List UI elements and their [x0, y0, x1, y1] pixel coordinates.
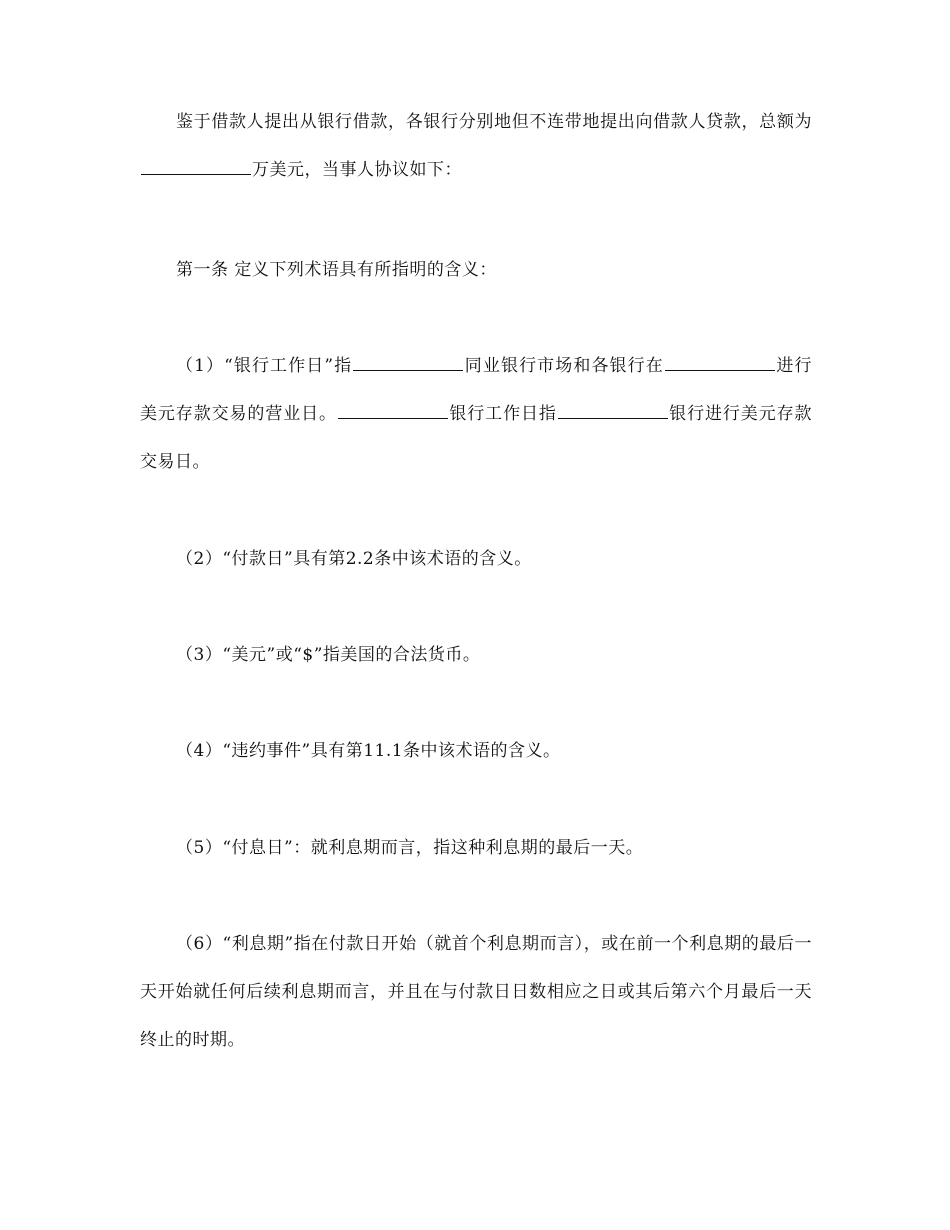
definition-1-paragraph [140, 342, 812, 486]
preamble-paragraph [140, 98, 812, 194]
def1-text-part4: 银行工作日指 [448, 404, 557, 424]
def1-text-part2: 同业银行市场和各银行在 [464, 356, 664, 376]
def1-text-part3: 进行美元存款交易的营业日。 [140, 356, 813, 424]
def1-blank-2 [665, 356, 775, 371]
def1-text-part1: （1）“银行工作日”指 [176, 356, 353, 376]
definition-4-paragraph: （4）“违约事件”具有第11.1条中该术语的含义。 [176, 741, 561, 761]
definition-3-paragraph: （3）“美元”或“$”指美国的合法货币。 [176, 645, 481, 665]
amount-blank [141, 160, 251, 175]
def1-blank-4 [558, 404, 668, 419]
def1-text-part5: 银行进行美元存款交易日。 [140, 404, 813, 472]
definition-5-paragraph: （5）“付息日”：就利息期而言，指这种利息期的最后一天。 [176, 838, 644, 858]
preamble-text-part1: 鉴于借款人提出从银行借款，各银行分别地但不连带地提出向借款人贷款，总额为 [176, 112, 812, 132]
definition-2-paragraph: （2）“付款日”具有第2.2条中该术语的含义。 [176, 549, 532, 569]
def1-blank-3 [338, 404, 448, 419]
preamble-text-part2: 万美元，当事人协议如下： [252, 160, 462, 180]
article-1-heading: 第一条 定义下列术语具有所指明的含义： [176, 260, 497, 280]
def1-blank-1 [353, 356, 463, 371]
definition-6-paragraph: （6）“利息期”指在付款日开始（就首个利息期而言），或在前一个利息期的最后一天开始就任何后续利息期而言，并且在与付款日日数相应之日或其后第六个月最后一天终止的时期。 [140, 934, 812, 1050]
